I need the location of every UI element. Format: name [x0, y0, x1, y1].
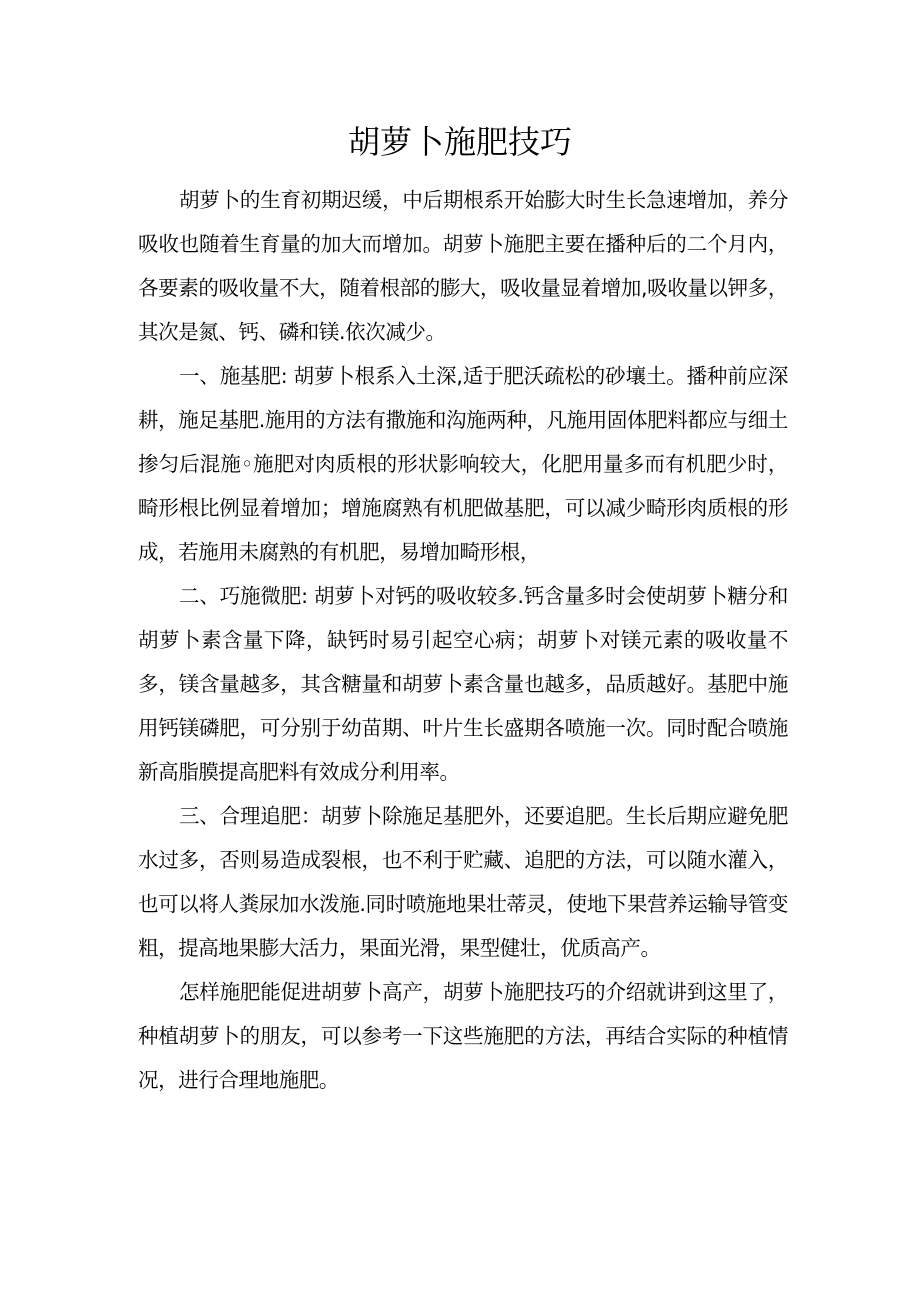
- document-title: 胡萝卜施肥技巧: [347, 123, 572, 161]
- paragraph-top-dressing: 三、合理追肥：胡萝卜除施足基肥外，还要追肥。生长后期应避免肥水过多，否则易造成裂根，也不利于贮藏、追肥的方法，可以随水灌入，也可以将人粪尿加水泼施.同时喷施地果壮蒂灵，使地下果营养运输导管变粗，提高地果膨大活力，果面光滑，果型健壮，优质高产。: [138, 804, 788, 960]
- paragraph-micro-fertilizer: 二、巧施微肥: 胡萝卜对钙的吸收较多.钙含量多时会使胡萝卜糖分和胡萝卜素含量下降，缺钙时易引起空心病；胡萝卜对镁元素的吸收量不多，镁含量越多，其含糖量和胡萝卜素含量也越多，品质越好。基肥中施用钙镁磷肥，可分别于幼苗期、叶片生长盛期各喷施一次。同时配合喷施新高脂膜提高肥料有效成分利用率。: [138, 584, 788, 784]
- paragraph-intro: 胡萝卜的生育初期迟缓，中后期根系开始膨大时生长急速增加，养分吸收也随着生育量的加大而增加。胡萝卜施肥主要在播种后的二个月内，各要素的吸收量不大，随着根部的膨大，吸收量显着增加,吸收量以钾多，其次是氮、钙、磷和镁.依次减少。: [138, 188, 788, 344]
- paragraph-conclusion: 怎样施肥能促进胡萝卜高产，胡萝卜施肥技巧的介绍就讲到这里了，种植胡萝卜的朋友，可以参考一下这些施肥的方法，再结合实际的种植情况，进行合理地施肥。: [138, 980, 788, 1092]
- paragraph-base-fertilizer: 一、施基肥: 胡萝卜根系入土深,适于肥沃疏松的砂壤土。播种前应深耕，施足基肥.施用的方法有撒施和沟施两种，凡施用固体肥料都应与细土掺匀后混施◦施肥对肉质根的形状影响较大，化肥用量多而有机肥少时，畸形根比例显着增加；增施腐熟有机肥做基肥，可以减少畸形肉质根的形成，若施用未腐熟的有机肥，易增加畸形根，: [138, 364, 788, 564]
- document-body: [138, 178, 788, 1102]
